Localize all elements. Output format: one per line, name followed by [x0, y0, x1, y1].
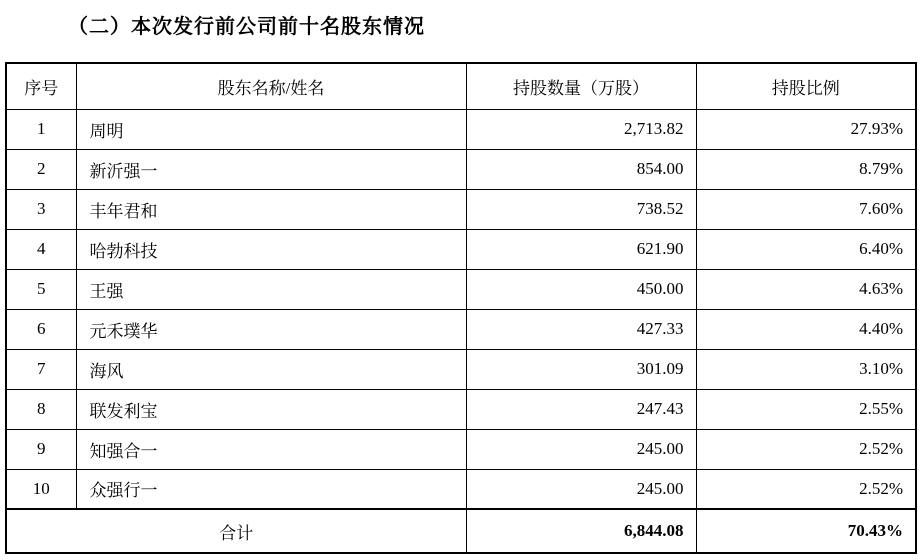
total-label: 合计: [6, 509, 466, 553]
table-row: [6, 469, 916, 509]
table-total-row: [6, 509, 916, 553]
cell-index: 6: [6, 309, 76, 349]
cell-ratio: 7.60%: [696, 189, 916, 229]
cell-name: 海风: [76, 349, 466, 389]
cell-shares: 621.90: [466, 229, 696, 269]
page-title: （二）本次发行前公司前十名股东情况: [68, 16, 425, 38]
cell-index: 9: [6, 429, 76, 469]
table-row: [6, 429, 916, 469]
cell-shares: 247.43: [466, 389, 696, 429]
table-header-row: [6, 63, 916, 109]
cell-shares: 2,713.82: [466, 109, 696, 149]
cell-shares: 245.00: [466, 429, 696, 469]
cell-index: 10: [6, 469, 76, 509]
cell-name: 众强行一: [76, 469, 466, 509]
cell-shares: 854.00: [466, 149, 696, 189]
cell-index: 7: [6, 349, 76, 389]
cell-index: 4: [6, 229, 76, 269]
cell-index: 1: [6, 109, 76, 149]
cell-shares: 301.09: [466, 349, 696, 389]
cell-ratio: 4.63%: [696, 269, 916, 309]
table-row: [6, 309, 916, 349]
cell-shares: 450.00: [466, 269, 696, 309]
cell-name: 新沂强一: [76, 149, 466, 189]
cell-ratio: 3.10%: [696, 349, 916, 389]
shareholders-table: [5, 62, 917, 554]
cell-shares: 245.00: [466, 469, 696, 509]
cell-shares: 427.33: [466, 309, 696, 349]
cell-ratio: 4.40%: [696, 309, 916, 349]
cell-ratio: 2.52%: [696, 469, 916, 509]
cell-name: 周明: [76, 109, 466, 149]
col-header-shares: 持股数量（万股）: [466, 63, 696, 109]
total-ratio: 70.43%: [696, 509, 916, 553]
cell-index: 5: [6, 269, 76, 309]
table-row: [6, 389, 916, 429]
cell-shares: 738.52: [466, 189, 696, 229]
cell-name: 元禾璞华: [76, 309, 466, 349]
col-header-ratio: 持股比例: [696, 63, 916, 109]
cell-index: 3: [6, 189, 76, 229]
cell-name: 哈勃科技: [76, 229, 466, 269]
table-row: [6, 189, 916, 229]
col-header-name: 股东名称/姓名: [76, 63, 466, 109]
cell-ratio: 2.52%: [696, 429, 916, 469]
cell-name: 联发利宝: [76, 389, 466, 429]
cell-name: 知强合一: [76, 429, 466, 469]
table-row: [6, 349, 916, 389]
cell-ratio: 6.40%: [696, 229, 916, 269]
table-row: [6, 229, 916, 269]
total-shares: 6,844.08: [466, 509, 696, 553]
cell-name: 丰年君和: [76, 189, 466, 229]
cell-ratio: 27.93%: [696, 109, 916, 149]
cell-index: 2: [6, 149, 76, 189]
table-row: [6, 149, 916, 189]
cell-name: 王强: [76, 269, 466, 309]
cell-ratio: 8.79%: [696, 149, 916, 189]
cell-ratio: 2.55%: [696, 389, 916, 429]
table-row: [6, 269, 916, 309]
col-header-no: 序号: [6, 63, 76, 109]
table-row: [6, 109, 916, 149]
cell-index: 8: [6, 389, 76, 429]
